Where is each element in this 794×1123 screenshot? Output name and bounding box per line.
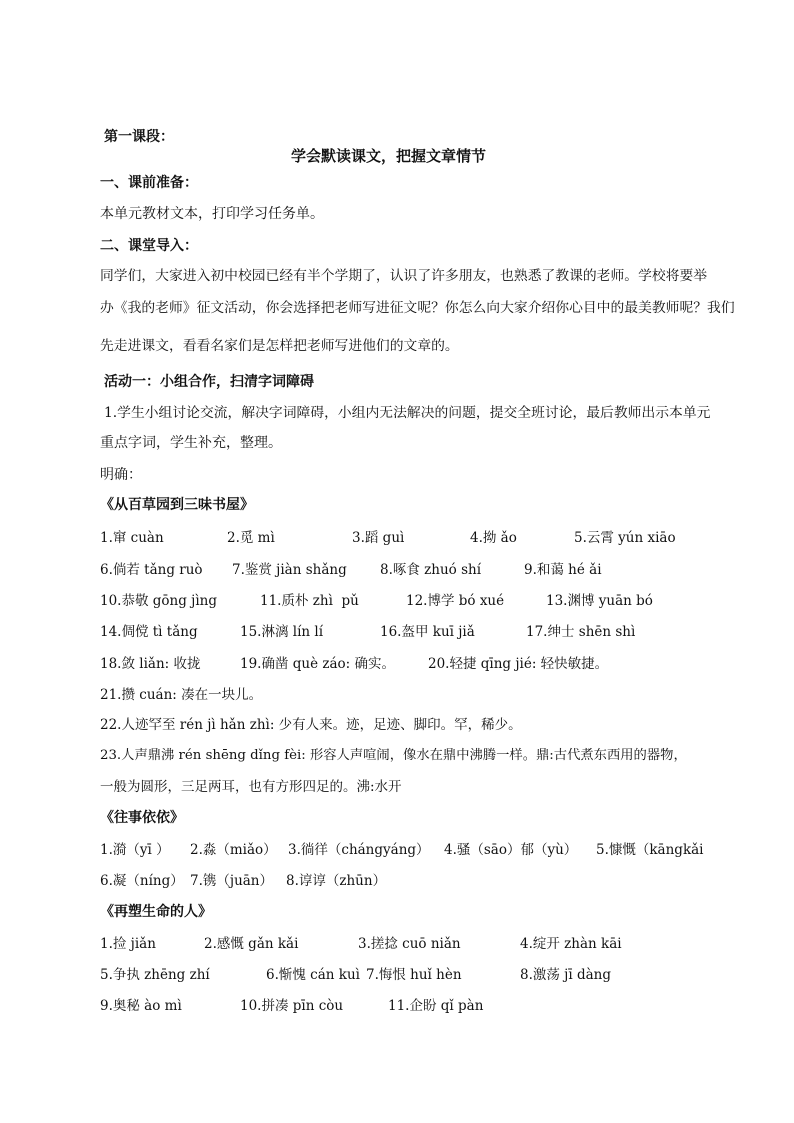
- vocab-item: 9.和蔼 hé ǎi: [524, 562, 602, 578]
- book1-title: 《从百草园到三味书屋》: [100, 497, 254, 513]
- activity1-heading: 活动一：小组合作，扫清字词障碍: [104, 374, 314, 390]
- vocab-item: 7.镌（juān）: [190, 873, 274, 889]
- vocab-item: 15.淋漓 lín lí: [240, 624, 324, 640]
- vocab-item: 11.质朴 zhì pǔ: [260, 593, 359, 609]
- vocab-line-23-continued: 一般为圆形，三足两耳，也有方形四足的。沸:水开: [100, 779, 402, 795]
- vocab-item: 4.骚（sāo）郁（yù）: [444, 842, 578, 858]
- vocab-item: 19.确凿 què záo: 确实。: [240, 656, 396, 672]
- activity1-step-line: 重点字词，学生补充，整理。: [100, 435, 282, 451]
- vocab-row: [0, 622, 794, 642]
- vocab-row: [0, 560, 794, 580]
- vocab-row: [0, 528, 794, 548]
- vocab-item: 2.淼（miǎo）: [190, 842, 277, 858]
- lesson-title: 学会默读课文，把握文章情节: [291, 147, 487, 165]
- vocab-item: 7.悔恨 huǐ hèn: [366, 967, 462, 983]
- vocab-line-22: 22.人迹罕至 rén jì hǎn zhì: 少有人来。迹，足迹、脚印。罕，稀少。: [100, 717, 522, 733]
- vocab-item: 7.鉴赏 jiàn shǎng: [232, 562, 347, 578]
- vocab-item: 4.绽开 zhàn kāi: [520, 936, 622, 952]
- vocab-item: 6.惭愧 cán kuì: [266, 967, 360, 983]
- vocab-item: 6.倘若 tǎng ruò: [100, 562, 203, 578]
- vocab-item: 5.云霄 yún xiāo: [574, 530, 676, 546]
- vocab-item: 5.争执 zhēng zhí: [100, 967, 210, 983]
- vocab-row: [0, 871, 794, 891]
- vocab-item: 4.拗 ǎo: [470, 530, 517, 546]
- vocab-row: [0, 934, 794, 954]
- clarify-label: 明确：: [100, 467, 142, 483]
- vocab-item: 16.盔甲 kuī jiǎ: [380, 624, 475, 640]
- section2-paragraph-line: 同学们，大家进入初中校园已经有半个学期了，认识了许多朋友，也熟悉了教课的老师。学校将要举: [100, 268, 708, 284]
- vocab-item: 12.博学 bó xué: [406, 593, 505, 609]
- vocab-item: 1.窜 cuàn: [100, 530, 164, 546]
- vocab-item: 9.奥秘 ào mì: [100, 998, 182, 1014]
- vocab-line-21: 21.攒 cuán: 凑在一块儿。: [100, 687, 263, 703]
- vocab-item: 10.拼凑 pīn còu: [240, 998, 344, 1014]
- vocab-row: [0, 654, 794, 674]
- lesson-label: 第一课段：: [104, 129, 174, 145]
- section2-heading: 二、课堂导入：: [100, 238, 198, 254]
- vocab-item: 8.啄食 zhuó shí: [380, 562, 482, 578]
- section2-paragraph-line: 办《我的老师》征文活动，你会选择把老师写进征文呢？你怎么向大家介绍你心目中的最美教师呢？我们: [100, 300, 735, 316]
- vocab-item: 6.凝（níng）: [100, 873, 184, 889]
- vocab-item: 8.谆谆（zhūn）: [286, 873, 387, 889]
- vocab-row: [0, 840, 794, 860]
- book3-title: 《再塑生命的人》: [100, 904, 212, 920]
- vocab-item: 14.倜傥 tì tǎng: [100, 624, 198, 640]
- section1-body: 本单元教材文本，打印学习任务单。: [100, 206, 324, 222]
- vocab-row: [0, 591, 794, 611]
- vocab-item: 1.漪（yī ）: [100, 842, 170, 858]
- vocab-item: 11.企盼 qǐ pàn: [388, 998, 484, 1014]
- vocab-item: 18.敛 liǎn: 收拢: [100, 656, 201, 672]
- section2-paragraph-line: 先走进课文，看看名家们是怎样把老师写进他们的文章的。: [100, 338, 459, 354]
- vocab-item: 3.搓捻 cuō niǎn: [358, 936, 461, 952]
- vocab-item: 2.觅 mì: [227, 530, 275, 546]
- vocab-row: [0, 996, 794, 1016]
- vocab-item: 10.恭敬 gōng jìng: [100, 593, 217, 609]
- vocab-item: 5.慷慨（kāngkǎi: [596, 842, 704, 858]
- vocab-item: 8.激荡 jī dàng: [520, 967, 611, 983]
- vocab-item: 2.感慨 gǎn kǎi: [204, 936, 299, 952]
- vocab-item: 17.绅士 shēn shì: [526, 624, 636, 640]
- activity1-step-line: 1.学生小组讨论交流，解决字词障碍，小组内无法解决的问题，提交全班讨论，最后教师出示本单元: [104, 405, 711, 421]
- vocab-line-23: 23.人声鼎沸 rén shēng dǐng fèi: 形容人声喧闹，像水在鼎中沸腾一样。鼎:古代煮东西用的器物，: [100, 748, 687, 763]
- vocab-item: 3.蹈 guì: [352, 530, 405, 546]
- vocab-item: 1.捡 jiǎn: [100, 936, 156, 952]
- vocab-item: 20.轻捷 qīng jié: 轻快敏捷。: [428, 656, 609, 672]
- book2-title: 《往事依依》: [100, 810, 184, 826]
- section1-heading: 一、课前准备：: [100, 175, 198, 191]
- vocab-item: 13.渊博 yuān bó: [546, 593, 653, 609]
- vocab-row: [0, 965, 794, 985]
- vocab-item: 3.徜徉（chángyáng）: [288, 842, 430, 858]
